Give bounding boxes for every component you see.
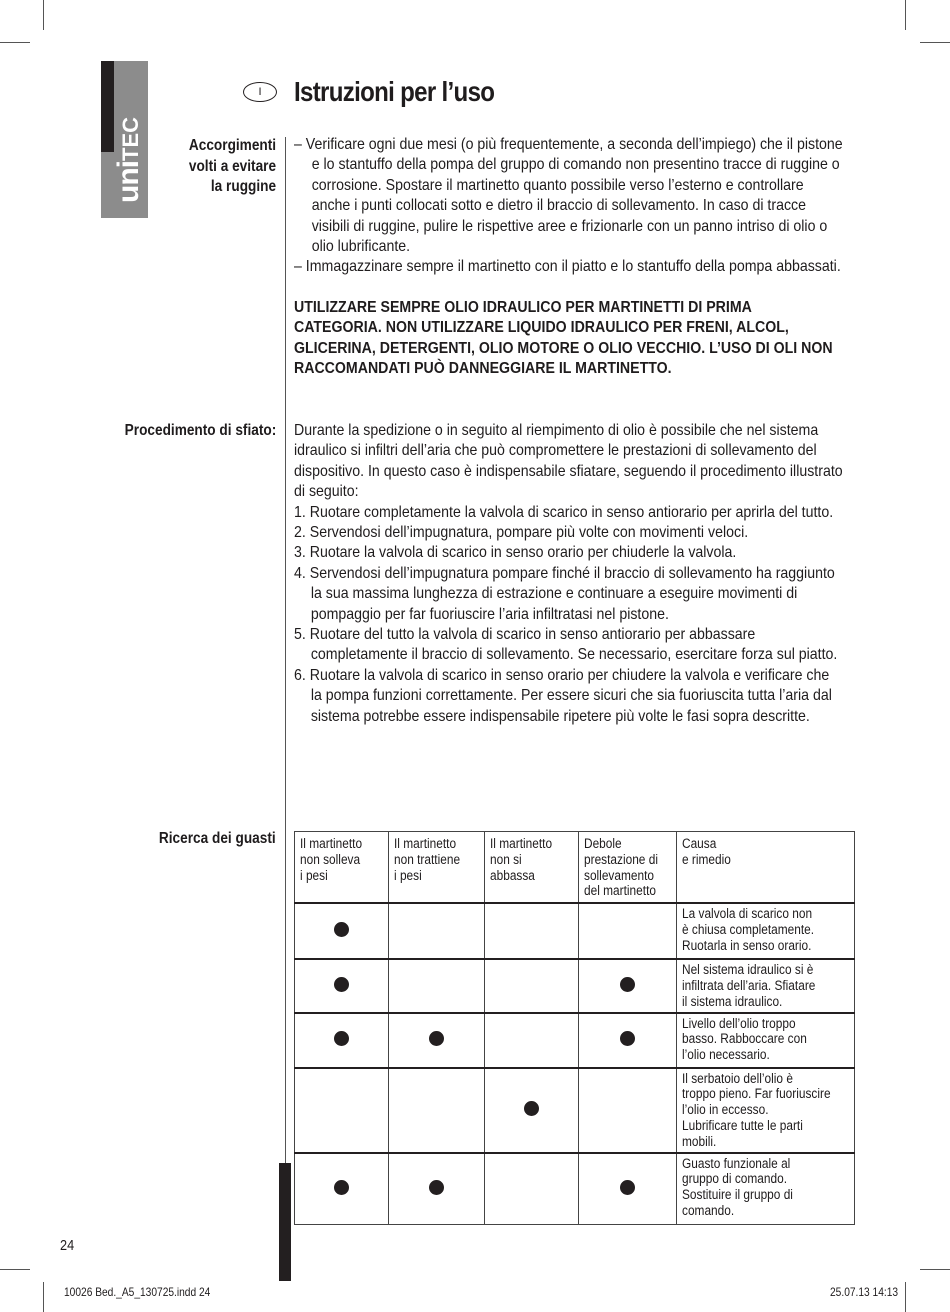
label-troubleshooting: Ricerca dei guasti [159,830,276,847]
column-divider [285,137,286,1167]
bullet-dot-icon [620,1180,635,1195]
symptom-cell [579,1013,677,1068]
symptom-cell [484,1153,578,1225]
symptom-cell [484,959,578,1012]
header-line: non trattiene [394,851,461,867]
header-line: non solleva [300,851,361,867]
page-number: 24 [60,1237,75,1254]
troubleshooting-table [294,831,855,1225]
crop-mark [0,42,30,43]
remedy-line: l’olio necessario. [682,1047,770,1063]
bullet-dot-icon [620,977,635,992]
remedy-line: Ruotarla in senso orario. [682,937,812,953]
remedy-line: è chiusa completamente. [682,921,815,937]
remedy-line: comando. [682,1202,735,1218]
table-row [295,903,855,959]
symptom-cell [579,1153,677,1225]
symptom-cell [295,959,389,1012]
remedy-line: gruppo di comando. [682,1171,788,1187]
bullet-dot-icon [620,1031,635,1046]
table-header-cell [295,832,389,904]
header-line: Il martinetto [394,836,457,851]
label-line: volti a evitare [188,157,276,175]
symptom-cell [389,1013,485,1068]
crop-mark [920,42,950,43]
table-header-cell [677,832,855,904]
table-header-cell [389,832,485,904]
label-bleed: Procedimento di sfiato: [124,422,276,439]
remedy-line: La valvola di scarico non [682,906,813,922]
slug-file: 10026 Bed._A5_130725.indd 24 [64,1285,211,1299]
bleed-step: 5. Ruotare del tutto la valvola di scarico in senso antiorario per abbassare completamente il braccio di sollevamento. Se necessario, esercitare forza sul piatto. [294,626,838,664]
table-row [295,1013,855,1068]
header-line: Il martinetto [489,836,552,851]
symptom-cell [579,903,677,959]
remedy-line: mobili. [682,1133,717,1149]
header-line: i pesi [300,867,328,883]
header-line: sollevamento [584,867,655,883]
header-line: Il martinetto [300,836,363,851]
oil-warning: UTILIZZARE SEMPRE OLIO IDRAULICO PER MARTINETTI DI PRIMA CATEGORIA. NON UTILIZZARE LIQUIDO IDRAULICO PER FRENI, ALCOL, GLICERINA, DETERGENTI, OLIO MOTORE O OLIO VECCHIO. L’USO DI OLI NON RACCOMANDATI PUÒ DANNEGGIARE IL MARTINETTO. [294,298,833,378]
label-line: Accorgimenti [188,137,276,154]
bleed-section [294,421,843,727]
rust-section [294,135,843,379]
bullet-dot-icon [524,1101,539,1116]
table-row [295,1068,855,1153]
symptom-cell [295,1153,389,1225]
page-title: Istruzioni per l’uso [294,76,495,107]
table-header-row [295,832,855,904]
brand-logo [101,61,148,218]
remedy-line: Lubrificare tutte le parti [682,1117,804,1133]
symptom-cell [295,1068,389,1153]
remedy-cell [677,1068,855,1153]
bleed-step: 1. Ruotare completamente la valvola di scarico in senso antiorario per aprirla del tutto. [294,503,834,521]
logo-text [112,117,146,203]
symptom-cell [484,1013,578,1068]
bleed-intro: Durante la spedizione o in seguito al riempimento di olio è possibile che nel sistema idraulico si infiltri dell’aria che può compromettere le prestazioni di sollevamento del dispositivo. In questo caso è indispensabile sfiatare, seguendo il procedimento illustrato di seguito: [294,422,843,501]
remedy-line: il sistema idraulico. [682,993,783,1009]
remedy-cell [677,1013,855,1068]
label-line: la ruggine [210,178,276,195]
crop-mark [920,1269,950,1270]
bullet-dot-icon [334,1180,349,1195]
remedy-line: l’olio in eccesso. [682,1102,769,1118]
margin-bar [279,1163,291,1281]
slug-date: 25.07.13 14:13 [829,1285,898,1299]
table-row [295,1153,855,1225]
remedy-line: Il serbatoio dell’olio è [682,1070,794,1086]
symptom-cell [389,959,485,1012]
symptom-cell [579,1068,677,1153]
remedy-line: Livello dell’olio troppo [682,1015,796,1031]
bleed-step: 6. Ruotare la valvola di scarico in senso orario per chiudere la valvola e verificare che la pompa funzioni correttamente. Per essere sicuri che sia fuoriuscita tutta l’aria dal sistema potrebbe essere indispensabile ripetere più volte le fasi sopra descritte. [294,666,832,725]
symptom-cell [389,1153,485,1225]
crop-mark [905,0,906,30]
bullet-dot-icon [429,1180,444,1195]
crop-mark [905,1282,906,1312]
remedy-line: troppo pieno. Far fuoriuscire [682,1086,831,1102]
header-line: i pesi [394,867,423,883]
header-line: Causa [682,836,717,851]
header-line: abbassa [489,867,535,883]
symptom-cell [295,1013,389,1068]
header-line: e rimedio [682,851,732,867]
symptom-cell [484,1068,578,1153]
table-row [295,959,855,1012]
symptom-cell [579,959,677,1012]
logo-sub: TEC [117,116,143,161]
remedy-line: Nel sistema idraulico si è [682,962,814,978]
bullet-dot-icon [429,1031,444,1046]
rust-item: – Immagazzinare sempre il martinetto con il piatto e lo stantuffo della pompa abbassati. [294,258,841,276]
header-line: Debole [584,836,622,851]
language-badge: I [243,82,277,102]
remedy-cell [677,903,855,959]
bleed-step: 4. Servendosi dell’impugnatura pompare finché il braccio di sollevamento ha raggiunto la sua massima lunghezza di estrazione e continuare a eseguire movimenti di pompaggio per far fuoriuscire l’aria infiltratasi nel pistone. [294,564,835,623]
bleed-step: 3. Ruotare la valvola di scarico in senso orario per chiuderle la valvola. [294,544,737,562]
symptom-cell [484,903,578,959]
symptom-cell [295,903,389,959]
remedy-cell [677,1153,855,1225]
crop-mark [43,0,44,30]
crop-mark [43,1282,44,1312]
remedy-line: infiltrata dell’aria. Sfiatare [682,977,816,993]
logo-main: uni [111,160,145,203]
header-line: non si [489,851,522,867]
bullet-dot-icon [334,922,349,937]
crop-mark [0,1269,30,1270]
remedy-line: Sostituire il gruppo di [682,1187,794,1203]
remedy-cell [677,959,855,1012]
symptom-cell [389,1068,485,1153]
bullet-dot-icon [334,977,349,992]
rust-item: – Verificare ogni due mesi (o più frequentemente, a seconda dell’impiego) che il pistone e lo stantuffo della pompa del gruppo di comando non presentino tracce di ruggine o corrosione. Spostare il martinetto quanto possibile verso l’esterno e controllare anche i punti collocati sotto e dietro il braccio di sollevamento. In caso di tracce visibili di ruggine, pulire le rispettive aree e frizionarle con un panno intriso di olio o olio lubrificante. [294,136,843,256]
header-line: del martinetto [584,883,657,899]
remedy-line: Guasto funzionale al [682,1155,791,1171]
table-header-cell [484,832,578,904]
label-rust [189,136,276,198]
bleed-step: 2. Servendosi dell’impugnatura, pompare più volte con movimenti veloci. [294,524,749,542]
remedy-line: basso. Rabboccare con [682,1031,807,1047]
header-line: prestazione di [584,851,659,867]
symptom-cell [389,903,485,959]
table-header-cell [579,832,677,904]
bullet-dot-icon [334,1031,349,1046]
